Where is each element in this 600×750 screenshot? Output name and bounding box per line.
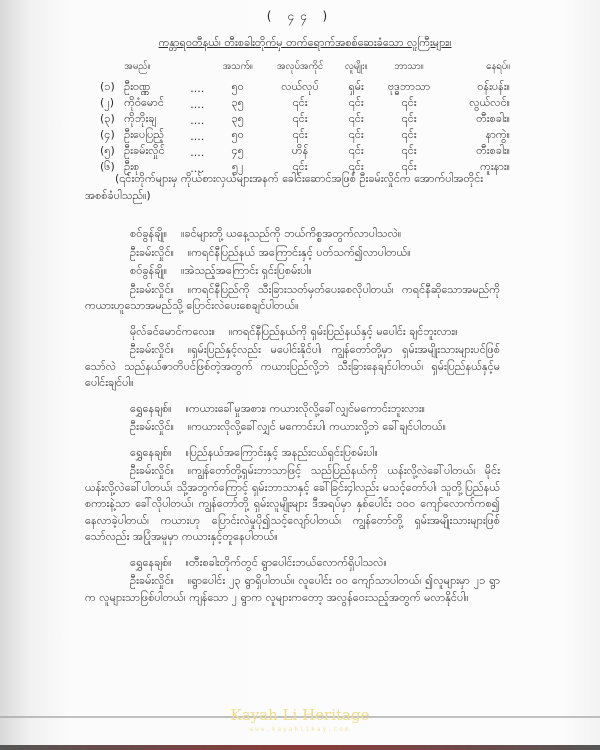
table-cell: တီးစခါး။ bbox=[476, 112, 510, 125]
interview-dialogue bbox=[85, 226, 500, 608]
table-cell: (၅) bbox=[100, 144, 115, 157]
table-cell: ၎င်း bbox=[292, 112, 308, 125]
dialogue-line bbox=[85, 226, 500, 243]
table-cell: ၎င်း bbox=[292, 160, 308, 173]
table-cell: ကူးနား။ bbox=[480, 160, 510, 173]
dialogue-line bbox=[85, 342, 500, 392]
speech-text: ။တီးစခါးတိုက်တွင် ရွာပေါင်းဘယ်လောက်ရှိပါသလဲ။ bbox=[185, 555, 387, 569]
table-cell: လွယ်လင်။ bbox=[469, 96, 510, 109]
page-title: ကန္တာရဝတီနယ်၊ တီးစခါးတိုက်မှ တက်ရောက်အစစ်ဆေးခံသော လူကြီးများ။ bbox=[158, 36, 452, 49]
table-cell: ကိုဝံမောင် bbox=[124, 96, 164, 109]
speaker-name: ဦးခမ်းလှိုင်။ bbox=[130, 282, 174, 296]
speech-text: ။ကရင်နီပြည်နယ် အကြောင်းနှင့် ပတ်သက်၍လာပါတယ်။ bbox=[187, 245, 411, 259]
scan-bottom-border bbox=[0, 745, 600, 750]
speaker-name: ဦးခမ်းလှိုင်။ bbox=[130, 420, 174, 433]
column-header: လူမျိုး။ bbox=[344, 61, 368, 72]
table-cell: တီးစခါး။ bbox=[476, 144, 510, 157]
table-cell: ၄၅ bbox=[231, 144, 244, 157]
speaker-name: ရွှေနေချစ်။ bbox=[130, 555, 172, 569]
table-cell: .... bbox=[190, 129, 205, 143]
table-cell: ဗုဒ္ဓဘာသာ bbox=[387, 80, 431, 93]
speaker-name: ဦးခမ်းလှိုင်။ bbox=[130, 343, 174, 356]
table-cell: (၃) bbox=[100, 112, 115, 125]
page-number: ( ၄၄ ) bbox=[266, 9, 334, 23]
table-cell: .... bbox=[190, 161, 205, 175]
table-cell: (၂) bbox=[100, 96, 114, 109]
speech-text: ။ခင်များတို့ ယနေ့သည်ကို ဘယ်ကိစ္စအတွက်လာပါသလဲ။ bbox=[181, 227, 402, 240]
table-row bbox=[100, 80, 510, 96]
table-cell: လယ်လုပ် bbox=[281, 80, 319, 93]
table-row bbox=[100, 112, 510, 128]
table-cell: .... bbox=[190, 97, 205, 111]
column-header: အသက်။ bbox=[222, 61, 253, 72]
table-cell: ၎င်း bbox=[401, 128, 417, 141]
dialogue-line bbox=[85, 282, 500, 315]
table-header-row bbox=[100, 58, 510, 80]
speaker-name: ဦးခမ်းလှိုင်။ bbox=[130, 245, 174, 259]
table-cell: (၁) bbox=[100, 80, 115, 93]
table-cell: ၎င်း bbox=[292, 96, 308, 109]
speaker-name: စဝ်ခွန်ချို။ bbox=[130, 227, 168, 240]
speech-text: ။ကရင်နီပြည်နယ်ကို ရှမ်းပြည်နယ်နှင့် မပေါင်း ချင်ဘူးလား။ bbox=[228, 324, 458, 338]
table-cell: ဦးပေပြည့် bbox=[124, 128, 165, 141]
table-cell: ဟိန် bbox=[291, 144, 309, 157]
table-cell: ၎င်း bbox=[401, 112, 417, 125]
dialogue-line bbox=[85, 324, 500, 341]
speech-text: ။ကျွန်တော်တို့ရှမ်းဘာသာဖြင့် သည်ပြည်နယ်ကို ယန်းလို့လဲခေါ်ပါတယ်၊ မိုင်းယန်းလို့လဲခေါ်ပါတယ်၊ သို့အဘွက်ကြောင့် ရှမ်းဘာသာနှင့် ခေါ်ခြင်း၄ါလည်း မသင့်တော်ပါ၊ သူတို့ပြည်နယ်စကားနဲ့သာ ခေါ်လိုပါတယ်၊ ကျွန်တော်တို့ ရှမ်းလူမျိုးများ ဒီအရပ်မှာ နှစ်ပေါင်း ၁၀၀ ကျော်လောက်ကစ၍ နေလာခဲ့ပါတယ်၊ ကယားဟု ပြောင်းလဲမှုပို၍သင့်လျော်ပါတယ်၊ ကျွန်တော်တို့ ရှမ်းအမျိုးသားများဖြစ်သော်လည်း အပြုံအမူမှာ ကယားနှင့်တူနေပါတယ်။ bbox=[85, 464, 500, 543]
table-cell: ၃၅ bbox=[231, 112, 244, 125]
table-cell: .... bbox=[190, 145, 205, 159]
table-cell: ရှမ်း bbox=[348, 80, 364, 93]
table-cell: ကိုဘိုးချ bbox=[124, 112, 157, 125]
table-cell: .... bbox=[190, 81, 205, 95]
speaker-name: ဦးခမ်းလှိုင်။ bbox=[130, 464, 174, 477]
dialogue-line bbox=[85, 419, 500, 436]
table-cell: ၎င်း bbox=[348, 96, 364, 109]
table-cell: .... bbox=[190, 113, 205, 127]
dialogue-line bbox=[85, 555, 500, 572]
dialogue-line bbox=[85, 401, 500, 418]
column-header bbox=[190, 58, 213, 80]
table-cell: ၎င်း bbox=[348, 144, 364, 157]
speaker-name: မိုလ်ခင်မောင်ကလေး။ bbox=[130, 324, 215, 338]
column-header: ဘာသာ။ bbox=[394, 61, 424, 72]
table-cell: (၆) bbox=[100, 160, 115, 173]
table-cell: ၎င်း bbox=[348, 112, 364, 125]
table-cell: ၎င်း bbox=[348, 160, 364, 173]
table-cell: ဦးဝဏ္ဏ bbox=[124, 80, 151, 93]
table-cell: ၎င်း bbox=[348, 128, 364, 141]
speaker-name: စဝ်ခွန်ချို။ bbox=[130, 264, 168, 277]
column-header bbox=[100, 58, 124, 80]
speech-text: ။ရှမ်းပြည်နှင့်လည်း မပေါင်းနိုင်ပါ၊ ကျွန်တော်တို့မှာ ရှမ်းအမျိုးသားများပင်ဖြစ်သော်လဲ သည်နယ်ဇာတိပင်ဖြစ်တဲ့အတွက် ကယားပြည်လို့ဘဲ သီးခြားနေချင်ပါတယ်၊ ရှမ်းပြည်နယ်နှင့်မပေါင်းချင်ပါ။ bbox=[85, 343, 500, 389]
table-cell: ဝန်းပန်း။ bbox=[477, 80, 510, 93]
dialogue-line bbox=[85, 463, 500, 546]
table-cell: (၄) bbox=[100, 128, 115, 141]
table-cell: ၎င်း bbox=[401, 144, 417, 157]
dialogue-line bbox=[85, 263, 500, 280]
speech-text: ။ကယားခေါ်မှုအစား၊ ကယားလိုလို့ခေါ်လျှင်မကောင်းဘူးလား။ bbox=[185, 401, 425, 415]
column-header: နေရပ်။ bbox=[486, 61, 510, 72]
table-row bbox=[100, 96, 510, 112]
table-cell: ဦးစု bbox=[124, 160, 140, 173]
table-cell: ၅၂ bbox=[231, 160, 244, 173]
speech-text: ။အဲသည့်အကြောင်း ရှင်းပြစမ်းပါ။ bbox=[181, 264, 312, 277]
column-header: အလုပ်အကိုင် bbox=[276, 61, 324, 72]
table-row bbox=[100, 128, 510, 144]
table-cell: ၎င်း bbox=[292, 128, 308, 141]
dialogue-line bbox=[85, 573, 500, 606]
speaker-name: ရွှေနေချစ်။ bbox=[130, 445, 172, 459]
column-header: အမည်။ bbox=[124, 61, 151, 72]
watermark-url: www.kayahlikay.com bbox=[249, 726, 351, 733]
dialogue-line bbox=[85, 445, 500, 462]
attendees-table bbox=[100, 58, 510, 176]
speech-text: ။ကရင်နီပြည်ကို သီးခြားသတ်မှတ်ပေးစေလိုပါတယ်၊ ကရင်နီဆိုသောအမည်ကို ကယားဟူသောအမည်သို့ ပြောင်းလဲပေးစေချင်ပါတယ်။ bbox=[85, 282, 500, 312]
speech-text: ။ကယားလိုလို့ခေါ်လျှင် မကောင်းပါ၊ ကယားလို့ဘဲ ခေါ်ချင်ပါတယ်။ bbox=[187, 420, 447, 433]
note-paragraph: (၎င်းတိုက်များမှ ကိုယ်စားလှယ်များအနက် ခေါင်းဆောင်အဖြစ် ဦးခမ်းလှိုင်က အောက်ပါအတိုင်း အစစ်ခံပါသည်။) bbox=[85, 172, 484, 202]
table-cell: ၎င်း bbox=[401, 160, 417, 173]
table-body bbox=[100, 80, 510, 176]
speech-text: ။ပြည်နယ်အကြောင်းနှင့် အနည်းငယ်ရှင်းပြစမ်းပါ။ bbox=[185, 445, 378, 459]
speaker-name: ဦးခမ်းလှိုင်။ bbox=[130, 574, 174, 587]
watermark-name: Kayah Li Heritage bbox=[230, 706, 370, 724]
table-row bbox=[100, 144, 510, 160]
dialogue-line bbox=[85, 245, 500, 262]
table-cell: ၅၀ bbox=[231, 80, 244, 93]
speech-text: ။ရွာပေါင်း ၂၃ ရွာရှိပါတယ်။ လူပေါင်း ၀၀ ကျော်သာပါတယ်၊ ၍လူများမှာ ၂၁ ရွာက လူများသာဖြစ်ပါတယ်၊ ကျန်သော ၂ ရွာက လူများကတော့ အလွန်ဝေးသည့်အတွက် မလာနိုင်ပါ။ bbox=[85, 574, 500, 604]
table-cell: ၃၅ bbox=[231, 96, 244, 109]
table-cell: နာကွဲ။ bbox=[485, 128, 510, 141]
table-cell: ၎င်း bbox=[401, 96, 417, 109]
speaker-name: ရွှေနေချစ်။ bbox=[130, 401, 172, 415]
table-cell: ၅၀ bbox=[231, 128, 244, 141]
table-cell: ဦးခမ်းလှိုင် bbox=[124, 144, 165, 157]
